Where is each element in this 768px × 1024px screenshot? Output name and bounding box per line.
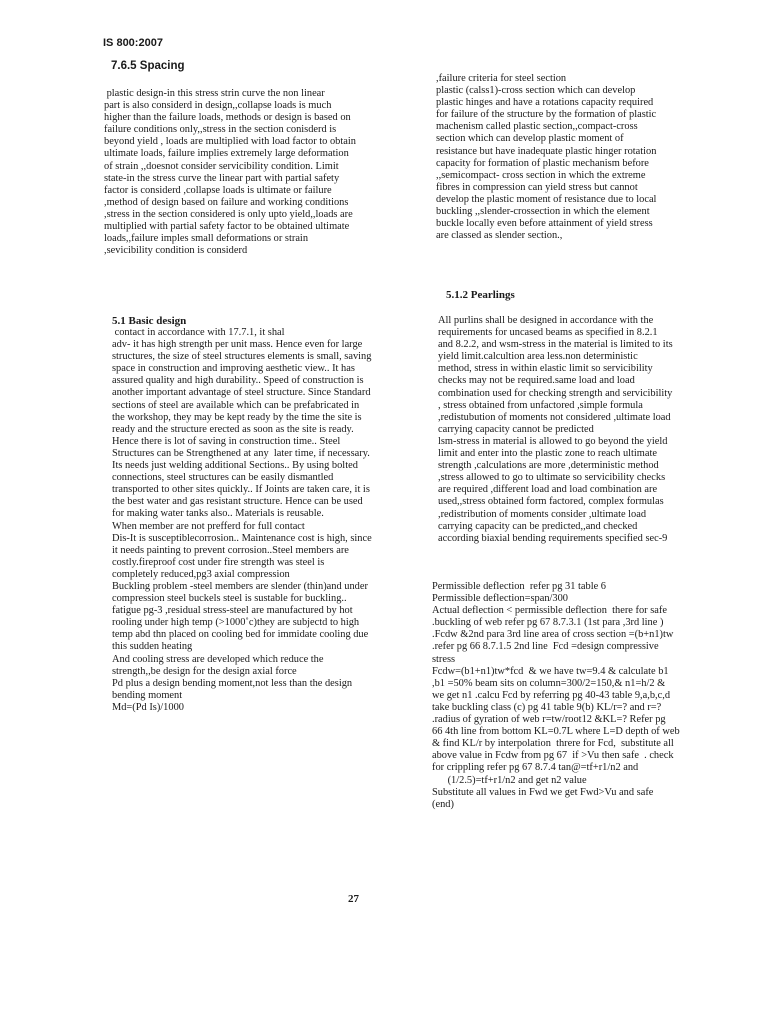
text-line: strength,,be design for the design axial force xyxy=(112,665,297,677)
text-line: buckling ,,slender-crossection in which the element xyxy=(436,206,650,218)
text-line: Actual deflection < permissible deflection there for safe xyxy=(432,605,667,617)
spacing-paragraph xyxy=(104,88,399,257)
deflection-paragraph xyxy=(432,581,729,811)
text-line: Permissible deflection=span/300 xyxy=(432,593,569,605)
text-line: , stress obtained from unfactored ,simple formula xyxy=(438,399,643,411)
text-line: temp abd thn placed on cooling bed for immidate cooling due xyxy=(112,629,369,641)
text-line: resistance but have inadequate plastic hinger rotation xyxy=(436,145,657,157)
text-line: carrying capacity cannot be predicted xyxy=(438,423,594,435)
text-line: And cooling stress are developed which reduce the xyxy=(112,653,324,665)
text-line: bending moment xyxy=(112,689,183,701)
text-line: ,stress allowed to go to ultimate so servicibility checks xyxy=(438,472,666,484)
text-line: the workshop, they may be kept ready by the time the site is xyxy=(112,411,362,423)
text-line: machenism called plastic section,,compact-cross xyxy=(436,121,638,133)
text-line: .refer pg 66 8.7.1.5 2nd line Fcd =design compressive xyxy=(432,641,659,653)
text-line: this sudden heating xyxy=(112,641,193,653)
basic-design-paragraph xyxy=(112,327,399,714)
text-line: of strain ,,doesnot consider servicibility condition. Limit xyxy=(104,160,339,172)
text-line: and 8.2.2, and wsm-stress in the material is limited to its xyxy=(438,339,673,351)
text-line: structures, the size of steel structures elements is small, saving xyxy=(112,351,372,363)
text-line: higher than the failure loads, methods or design is based on xyxy=(104,112,351,124)
text-line: Permissible deflection refer pg 31 table 6 xyxy=(432,581,606,592)
text-line: are required ,different load and load combination are xyxy=(438,484,658,496)
text-line: for making water tanks also.. Materials is reusable. xyxy=(112,508,324,520)
text-line: Its needs just welding additional Sections.. By using bolted xyxy=(112,460,358,472)
text-line: When member are not prefferd for full contact xyxy=(112,520,305,532)
text-line: .radius of gyration of web r=tw/root12 &KL=? Refer pg xyxy=(432,714,666,726)
text-line: ready and the structure erected as soon as the site is ready. xyxy=(112,423,354,435)
text-line: completely reduced,pg3 axial compression xyxy=(112,568,290,580)
text-line: ,stress in the section considered is only upto yield,,loads are xyxy=(104,208,353,220)
text-line: it needs painting to prevent corrosion..Steel members are xyxy=(112,544,349,556)
text-line: plastic (calss1)-cross section which can develop xyxy=(436,85,636,97)
purlins-heading: 5.1.2 Pearlings xyxy=(446,289,515,301)
text-line: fibres in compression can yield stress but cannot xyxy=(436,181,638,193)
text-line: ,failure criteria for steel section xyxy=(436,73,567,84)
text-line: capacity for formation of plastic mechanism before xyxy=(436,157,649,169)
text-line: Fcdw=(b1+n1)tw*fcd & we have tw=9.4 & calculate b1 xyxy=(432,665,669,677)
text-line: checks may not be required.same load and load xyxy=(438,375,635,387)
text-line: for failure of the structure by the formation of plastic xyxy=(436,109,657,121)
text-line: ,redistribution of moments consider ,ultimate load xyxy=(438,508,647,520)
text-line: (1/2.5)=tf+r1/n2 and get n2 value xyxy=(432,774,587,786)
standard-header: IS 800:2007 xyxy=(103,37,163,49)
text-line: factor is considerd ,collapse loads is ultimate or failure xyxy=(104,184,332,196)
text-line: part is also considerd in design,,collapse loads is much xyxy=(104,100,332,112)
text-line: adv- it has high strength per unit mass. Hence even for large xyxy=(112,339,363,351)
text-line: Buckling problem -steel members are slender (thin)and under xyxy=(112,580,368,592)
text-line: assured quality and high durability.. Speed of construction is xyxy=(112,375,364,387)
text-line: carrying capacity can be predicted,,and checked xyxy=(438,520,638,532)
spacing-heading: 7.6.5 Spacing xyxy=(111,60,185,72)
text-line: fatigue pg-3 ,residual stress-steel are manufactured by hot xyxy=(112,605,353,617)
text-line: state-in the stress curve the linear part with partial safety xyxy=(104,172,340,184)
text-line: method, stress in within elastic limit so servicibility xyxy=(438,363,653,375)
text-line: costly.fireproof cost under fire strength was steel is xyxy=(112,556,325,568)
text-line: Md=(Pd Is)/1000 xyxy=(112,701,184,713)
page-number: 27 xyxy=(348,893,359,905)
text-line: failure conditions only,,stress in the section conisderd is xyxy=(104,124,337,136)
text-line: for crippling refer pg 67 8.7.4 tan@=tf+r1/n2 and xyxy=(432,762,639,774)
purlins-paragraph xyxy=(438,315,729,545)
text-line: ,b1 =50% beam sits on column=300/2=150,& n1=h/2 & xyxy=(432,677,666,689)
text-line: contact in accordance with 17.7.1, it shal xyxy=(112,327,285,338)
basic-design-heading: 5.1 Basic design xyxy=(112,315,187,327)
text-line: multiplied with partial safety factor to be obtained ultimate xyxy=(104,221,350,233)
text-line: used,,stress obtained form factored, complex formulas xyxy=(438,496,664,508)
text-line: ,,semicompact- cross section in which the extreme xyxy=(436,169,646,181)
text-line: ,sevicibility condition is considerd xyxy=(104,245,248,257)
text-line: buckle locally even before attainment of yield stress xyxy=(436,218,653,230)
text-line: sections of steel are available which can be prefabricated in xyxy=(112,399,360,411)
text-line: the best water and gas resistant structure. Hence can be used xyxy=(112,496,363,508)
text-line: space in construction and improving aesthetic view.. It has xyxy=(112,363,355,375)
text-line: transported to other sites quickly.. If Joints are taken care, it is xyxy=(112,484,370,496)
text-line: requirements for uncased beams as specified in 8.2.1 xyxy=(438,327,658,339)
text-line: lsm-stress in material is allowed to go beyond the yield xyxy=(438,435,668,447)
text-line: section which can develop plastic moment of xyxy=(436,133,624,145)
text-line: take buckling class (c) pg 41 table 9(b) KL/r=? and r=? xyxy=(432,701,662,713)
text-line: (end) xyxy=(432,798,454,810)
text-line: Substitute all values in Fwd we get Fwd>Vu and safe xyxy=(432,786,654,798)
text-line: above value in Fcdw from pg 67 if >Vu then safe . check xyxy=(432,750,674,762)
text-line: are classed as slender section., xyxy=(436,230,563,242)
text-line: another important advantage of steel structure. Since Standard xyxy=(112,387,371,399)
text-line: ,method of design based on failure and working conditions xyxy=(104,196,349,208)
text-line: Dis-It is susceptiblecorrosion.. Maintenance cost is high, since xyxy=(112,532,372,544)
text-line: plastic design-in this stress strin curve the non linear xyxy=(104,88,325,99)
text-line: .Fcdw &2nd para 3rd line area of cross section =(b+n1)tw xyxy=(432,629,674,641)
text-line: combination used for checking strength and servicibility xyxy=(438,387,673,399)
text-line: ultimate loads, failure implies extremely large deformation xyxy=(104,148,349,160)
text-line: yield limit.calcultion area less.non deterministic xyxy=(438,351,638,363)
text-line: develop the plastic moment of resistance due to local xyxy=(436,193,657,205)
text-line: loads,,failure imples small deformations or strain xyxy=(104,233,309,245)
text-line: .buckling of web refer pg 67 8.7.3.1 (1st para ,3rd line ) xyxy=(432,617,664,629)
text-line: strength ,calculations are more ,deterministic method xyxy=(438,460,659,472)
text-line: connections, steel structures can be easily dismantled xyxy=(112,472,334,484)
text-line: Hence there is lot of saving in construction time.. Steel xyxy=(112,435,341,447)
text-line: Pd plus a design bending moment,not less than the design xyxy=(112,677,353,689)
text-line: ,redistubution of moments not considered ,ultimate load xyxy=(438,411,671,423)
text-line: we get n1 .calcu Fcd by referring pg 40-43 table 9,a,b,c,d xyxy=(432,689,671,701)
text-line: Structures can be Strengthened at any later time, if necessary. xyxy=(112,447,370,459)
text-line: limit and enter into the plastic zone to reach ultimate xyxy=(438,448,657,460)
text-line: according biaxial bending requirements specified sec-9 xyxy=(438,532,668,544)
basic-design-block xyxy=(112,315,399,714)
text-line: 66 4th line from bottom KL=0.7L where L=D depth of web xyxy=(432,726,680,738)
text-line: rooling under high temp (>1000˚c)they are subjectd to high xyxy=(112,617,360,629)
text-line: & find KL/r by interpolation threre for Fcd, substitute all xyxy=(432,738,674,750)
text-line: stress xyxy=(432,653,456,665)
failure-criteria-paragraph xyxy=(436,73,729,242)
text-line: plastic hinges and have a rotations capacity required xyxy=(436,97,654,109)
text-line: beyond yield , loads are multiplied with load factor to obtain xyxy=(104,136,356,148)
text-line: All purlins shall be designed in accordance with the xyxy=(438,315,654,326)
text-line: compression steel buckels steel is sustable for buckling.. xyxy=(112,593,347,605)
